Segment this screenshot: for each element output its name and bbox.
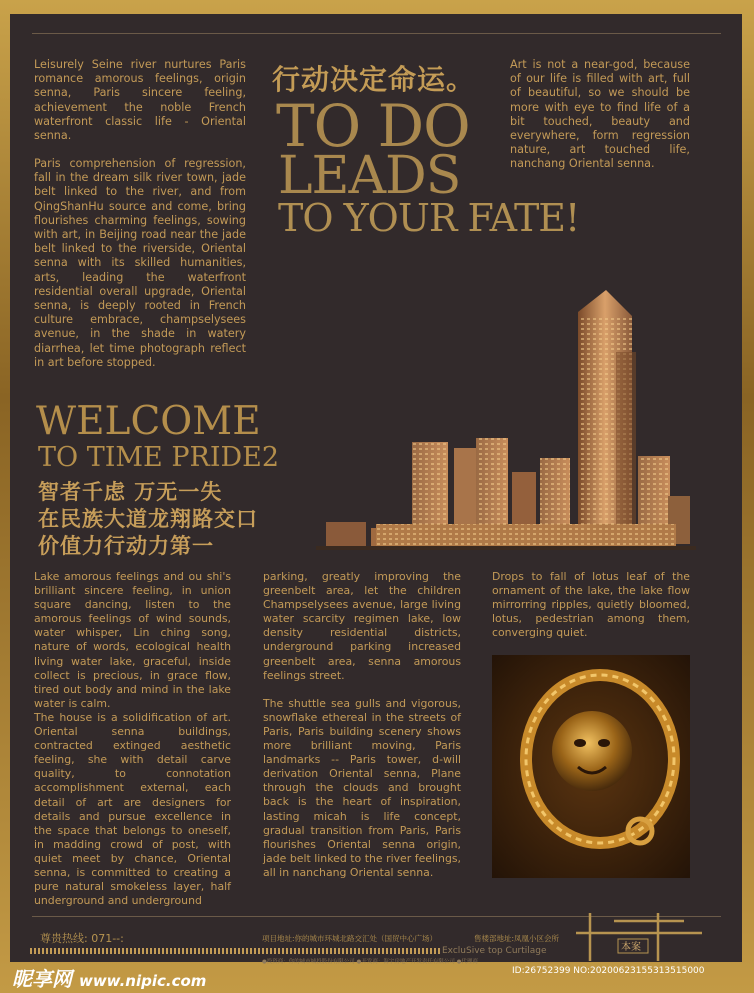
poster-panel [10,14,742,962]
developer-info: ●投资商：你的城市城投股份有限公司 ●开发商：海宇房地产开发责任有限公司 ●代理商 [262,959,478,965]
watermark-id: ID:26752399 NO:20200623155313515000 [512,966,705,976]
intro-right-text: Art is not a near-god, because of our life is filled with art, full of beautiful, so we should be more with eye to find life of a bit touched, beauty and everywhere, form regression nature, art touched life, nanchang Oriental senna. [510,58,690,171]
location-map-icon [574,913,704,961]
hotline-text: 尊贵热线: 071--: [40,932,124,945]
col3-paragraph-1: Drops to fall of lotus leaf of the ornament of the lake, the lake flow mirrorring ripples, quietly bloomed, lotus, pedestrian among them, converging quiet. [492,570,690,640]
map-label: 本案 [621,942,641,953]
tower-building-illustration [316,272,696,550]
col1-paragraph-2: The house is a solidification of art. Oriental senna buildings, contracted extinged aesthetic feeling, she with detail carve quality, to connotation accomplishment external, each detail of art are designers for details and pursue excellence in the space that belongs to oneself, in madding crowd of post, with quiet meet by chance, Oriental senna, is committed to creating a pure natural smokeless layer, half underground and underground [34,710,231,908]
col2-paragraph-1: parking, greatly improving the greenbelt area, let the children Champselysees avenue, large living water scarcity regimen lake, low density residential districts, underground parking increased greenbelt area, senna amorous feelings street. [263,570,461,682]
welcome-heading: WELCOME [36,399,261,444]
top-divider [32,33,721,34]
paris-paragraph: Paris comprehension of regression, fall in the dream silk river town, jade belt linked to the river, and from QingShanHu source and come, bring flourishes charming feelings, sowing with art, in Beijing road near the jade belt linked to the riverside, Oriental senna with its skilled humanities, arts, leading the waterfront residential overall upgrade, Oriental senna, is deeply rooted in French culture embrace, champselysees avenue, in the shade in watery diarrhea, let time photograph reflect in art before stopped. [34,157,246,369]
chinese-slogan-3: 价值力行动力第一 [38,533,214,558]
col2-paragraph-2: The shuttle sea gulls and vigorous, snowflake ethereal in the streets of Paris, Paris building scenery shows more brilliant moving, Paris landmarks -- Paris tower, d-will derivation Oriental senna, Plane through the clouds and brought back is the heart of inspiration, lasting micah is life concept, gradual transition from Paris, Paris flourishes Oriental senna origin, jade belt linked to the river feelings, all in nanchang Oriental senna. [263,696,461,879]
project-address: 项目地址:你的城市环城北路交汇处（国贸中心广场） [262,934,438,943]
body-column-1 [34,570,231,908]
headline-to-your-fate: TO YOUR FATE! [278,196,580,240]
headline-leads: LEADS [278,146,461,206]
col1-paragraph-1: Lake amorous feelings and ou shi's brilliant sincere feeling, in union square dancing, listen to the amorous feelings of wind sounds, water whisper, Lin ching song, nature of words, ecological health living water lake, graceful, inside collect is precious, in grace flow, tired out body and mind in the lake water is calm. [34,570,231,710]
watermark-logo-text: 昵享网 [12,967,72,991]
nipic-watermark-logo [12,963,206,992]
body-column-2 [263,570,461,880]
brand-slogan: ExcluSive top Curtilage [442,946,547,956]
headline-chinese: 行动决定命运。 [272,63,476,96]
headline-to-do: TO DO [276,92,470,160]
chinese-slogan-1: 智者千虑 万无一失 [38,479,223,504]
decorative-stripe [30,948,440,954]
sales-office-address: 售楼部地址:凤凰小区会所 [474,934,560,943]
watermark-url: www.nipic.com [78,972,207,990]
intro-left-text: Leisurely Seine river nurtures Paris romance amorous feelings, origin senna, Paris sincere feeling, achievement the noble French waterfront classic life - Oriental senna. [34,58,246,143]
chinese-slogan-2: 在民族大道龙翔路交口 [38,506,258,531]
body-column-3 [492,570,690,640]
time-pride-subheading: TO TIME PRIDE2 [38,442,280,473]
lion-door-knocker-image [492,655,690,878]
